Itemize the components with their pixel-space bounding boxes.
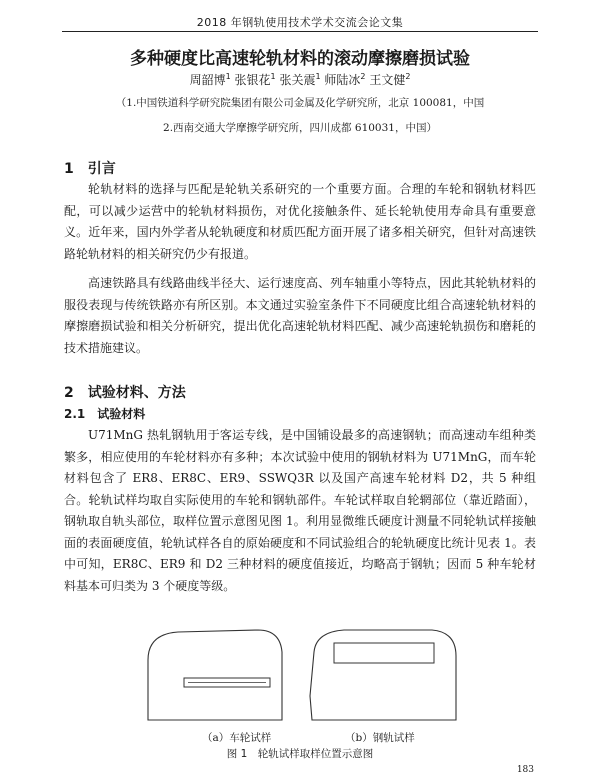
- sampling-position-figure: [140, 612, 460, 730]
- page-number: 183: [516, 765, 534, 775]
- author-affil-mark: 1: [225, 72, 231, 81]
- subsection-heading-materials: 2.1 试验材料: [64, 407, 146, 421]
- section-heading-materials: 2 试验材料、方法: [64, 385, 186, 401]
- figure-caption: 图 1 轮轨试样取样位置示意图: [226, 748, 374, 760]
- running-header: 2018 年钢轨使用技术学术交流会论文集: [196, 16, 404, 29]
- paper-title: 多种硬度比高速轮轨材料的滚动摩擦磨损试验: [130, 49, 470, 69]
- author: 张银花: [234, 73, 271, 87]
- intro-paragraph-2: 高速铁路具有线路曲线半径大、运行速度高、列车轴重小等特点，因此其轮轨材料的服役表现与传统铁路亦有所区别。本文通过实验室条件下不同硬度比组合高速轮轨材料的摩擦磨损试验和相关分析研究，提出优化高速轮轨材料匹配、减少高速轮轨损伤和磨耗的技术措施建议。: [64, 276, 536, 355]
- affiliation-2: 2.西南交通大学摩擦学研究所，四川成都 610031，中国）: [163, 122, 437, 134]
- author-affil-mark: 2: [405, 72, 411, 81]
- wheel-profile-outline: [148, 630, 282, 720]
- author-affil-mark: 2: [360, 72, 366, 81]
- section-heading-intro: 1 引言: [64, 161, 116, 177]
- materials-paragraph: U71MnG 热轧钢轨用于客运专线，是中国铺设最多的高速钢轨；而高速动车组种类繁多，相应使用的车轮材料亦有多种；本次试验中使用的钢轨材料为 U71MnG，而车轮材料包含了 ER8、ER8C、ER9、SSWQ3R 以及国产高速车轮材料 D2，共 5 种组合。轮轨试样均取自实际使用的车轮和钢轨部件。车轮试样取自轮辋部位（靠近踏面），钢轨取自轨头部位，取样位置示意图见图 1。利用显微维氏硬度计测量不同轮轨试样接触面的表面硬度值，轮轨试样各自的原始硬度和不同试验组合的轮轨硬度比统计见表 1。表中可知，ER8C、ER9 和 D2 三种材料的硬度值接近，均略高于钢轨；因而 5 种车轮材料基本可归类为 3 个硬度等级。: [64, 428, 536, 593]
- author-list: [0, 71, 600, 88]
- author: 张关震: [279, 73, 316, 87]
- header-rule: [62, 31, 538, 32]
- figure-sub-caption-a: （a）车轮试样: [202, 732, 272, 744]
- author-affil-mark: 1: [270, 72, 276, 81]
- author: 王文健: [369, 73, 406, 87]
- author: 师陆冰: [324, 73, 361, 87]
- author-affil-mark: 1: [315, 72, 321, 81]
- figure-sub-caption-b: （b）钢轨试样: [345, 732, 415, 744]
- rail-sample-rect: [334, 643, 434, 663]
- affiliation-1: （1.中国铁道科学研究院集团有限公司金属及化学研究所，北京 100081，中国: [115, 97, 485, 109]
- intro-paragraph-1: 轮轨材料的选择与匹配是轮轨关系研究的一个重要方面。合理的车轮和钢轨材料匹配，可以减少运营中的轮轨材料损伤，对优化接触条件、延长轮轨使用寿命具有重要意义。近年来，国内外学者从轮轨硬度和材质匹配方面开展了诸多相关研究，但针对高速铁路轮轨材料的相关研究仍少有报道。: [64, 182, 536, 261]
- author: 周韶博: [189, 73, 226, 87]
